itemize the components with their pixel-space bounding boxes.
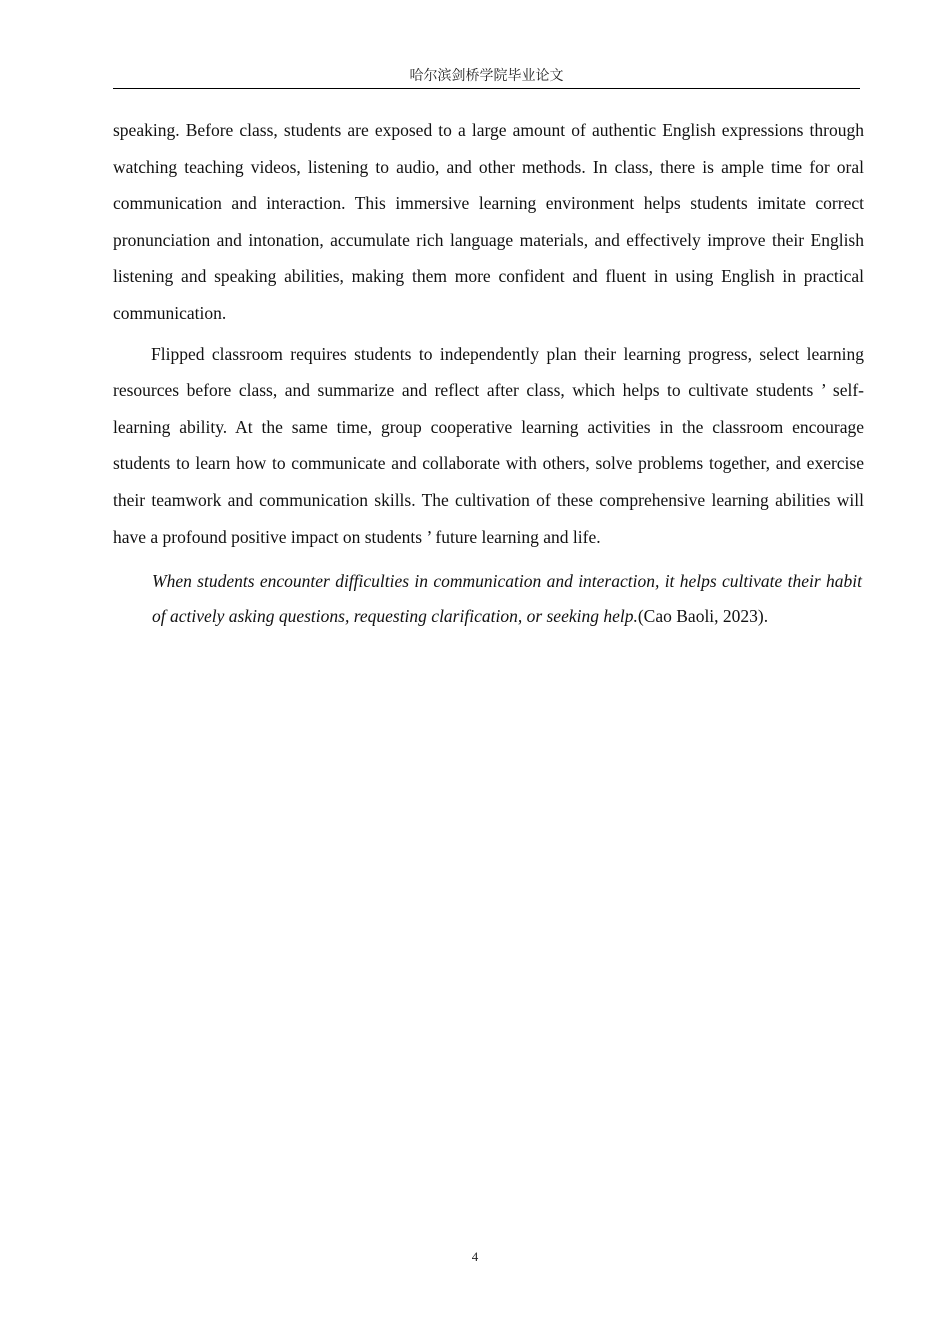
quote-text: When students encounter difficulties in communication and interaction, it helps cultivate their habit of actively asking questions, requesting clarification, or seeking help. — [152, 571, 862, 626]
page-header — [113, 66, 860, 89]
body-paragraph: speaking. Before class, students are exposed to a large amount of authentic English expressions through watching teaching videos, listening to audio, and other methods. In class, there is ample time for oral communication and interaction. This immersive learning environment helps students imitate correct pronunciation and intonation, accumulate rich language materials, and effectively improve their English listening and speaking abilities, making them more confident and fluent in using English in practical communication. — [113, 120, 864, 323]
header-title: 哈尔滨剑桥学院毕业论文 — [409, 68, 564, 84]
document-body — [113, 112, 864, 633]
quote-citation: (Cao Baoli, 2023). — [637, 605, 769, 626]
body-paragraph: Flipped classroom requires students to independently plan their learning progress, select learning resources before class, and summarize and reflect after class, which helps to cultivate students ’ self-learning ability. At the same time, group cooperative learning activities in the classroom encourage students to learn how to communicate and collaborate with others, solve problems together, and exercise their teamwork and communication skills. The cultivation of these comprehensive learning abilities will have a profound positive impact on students ’ future learning and life. — [113, 343, 864, 547]
block-quote — [152, 564, 862, 633]
page-number: 4 — [471, 1249, 479, 1264]
